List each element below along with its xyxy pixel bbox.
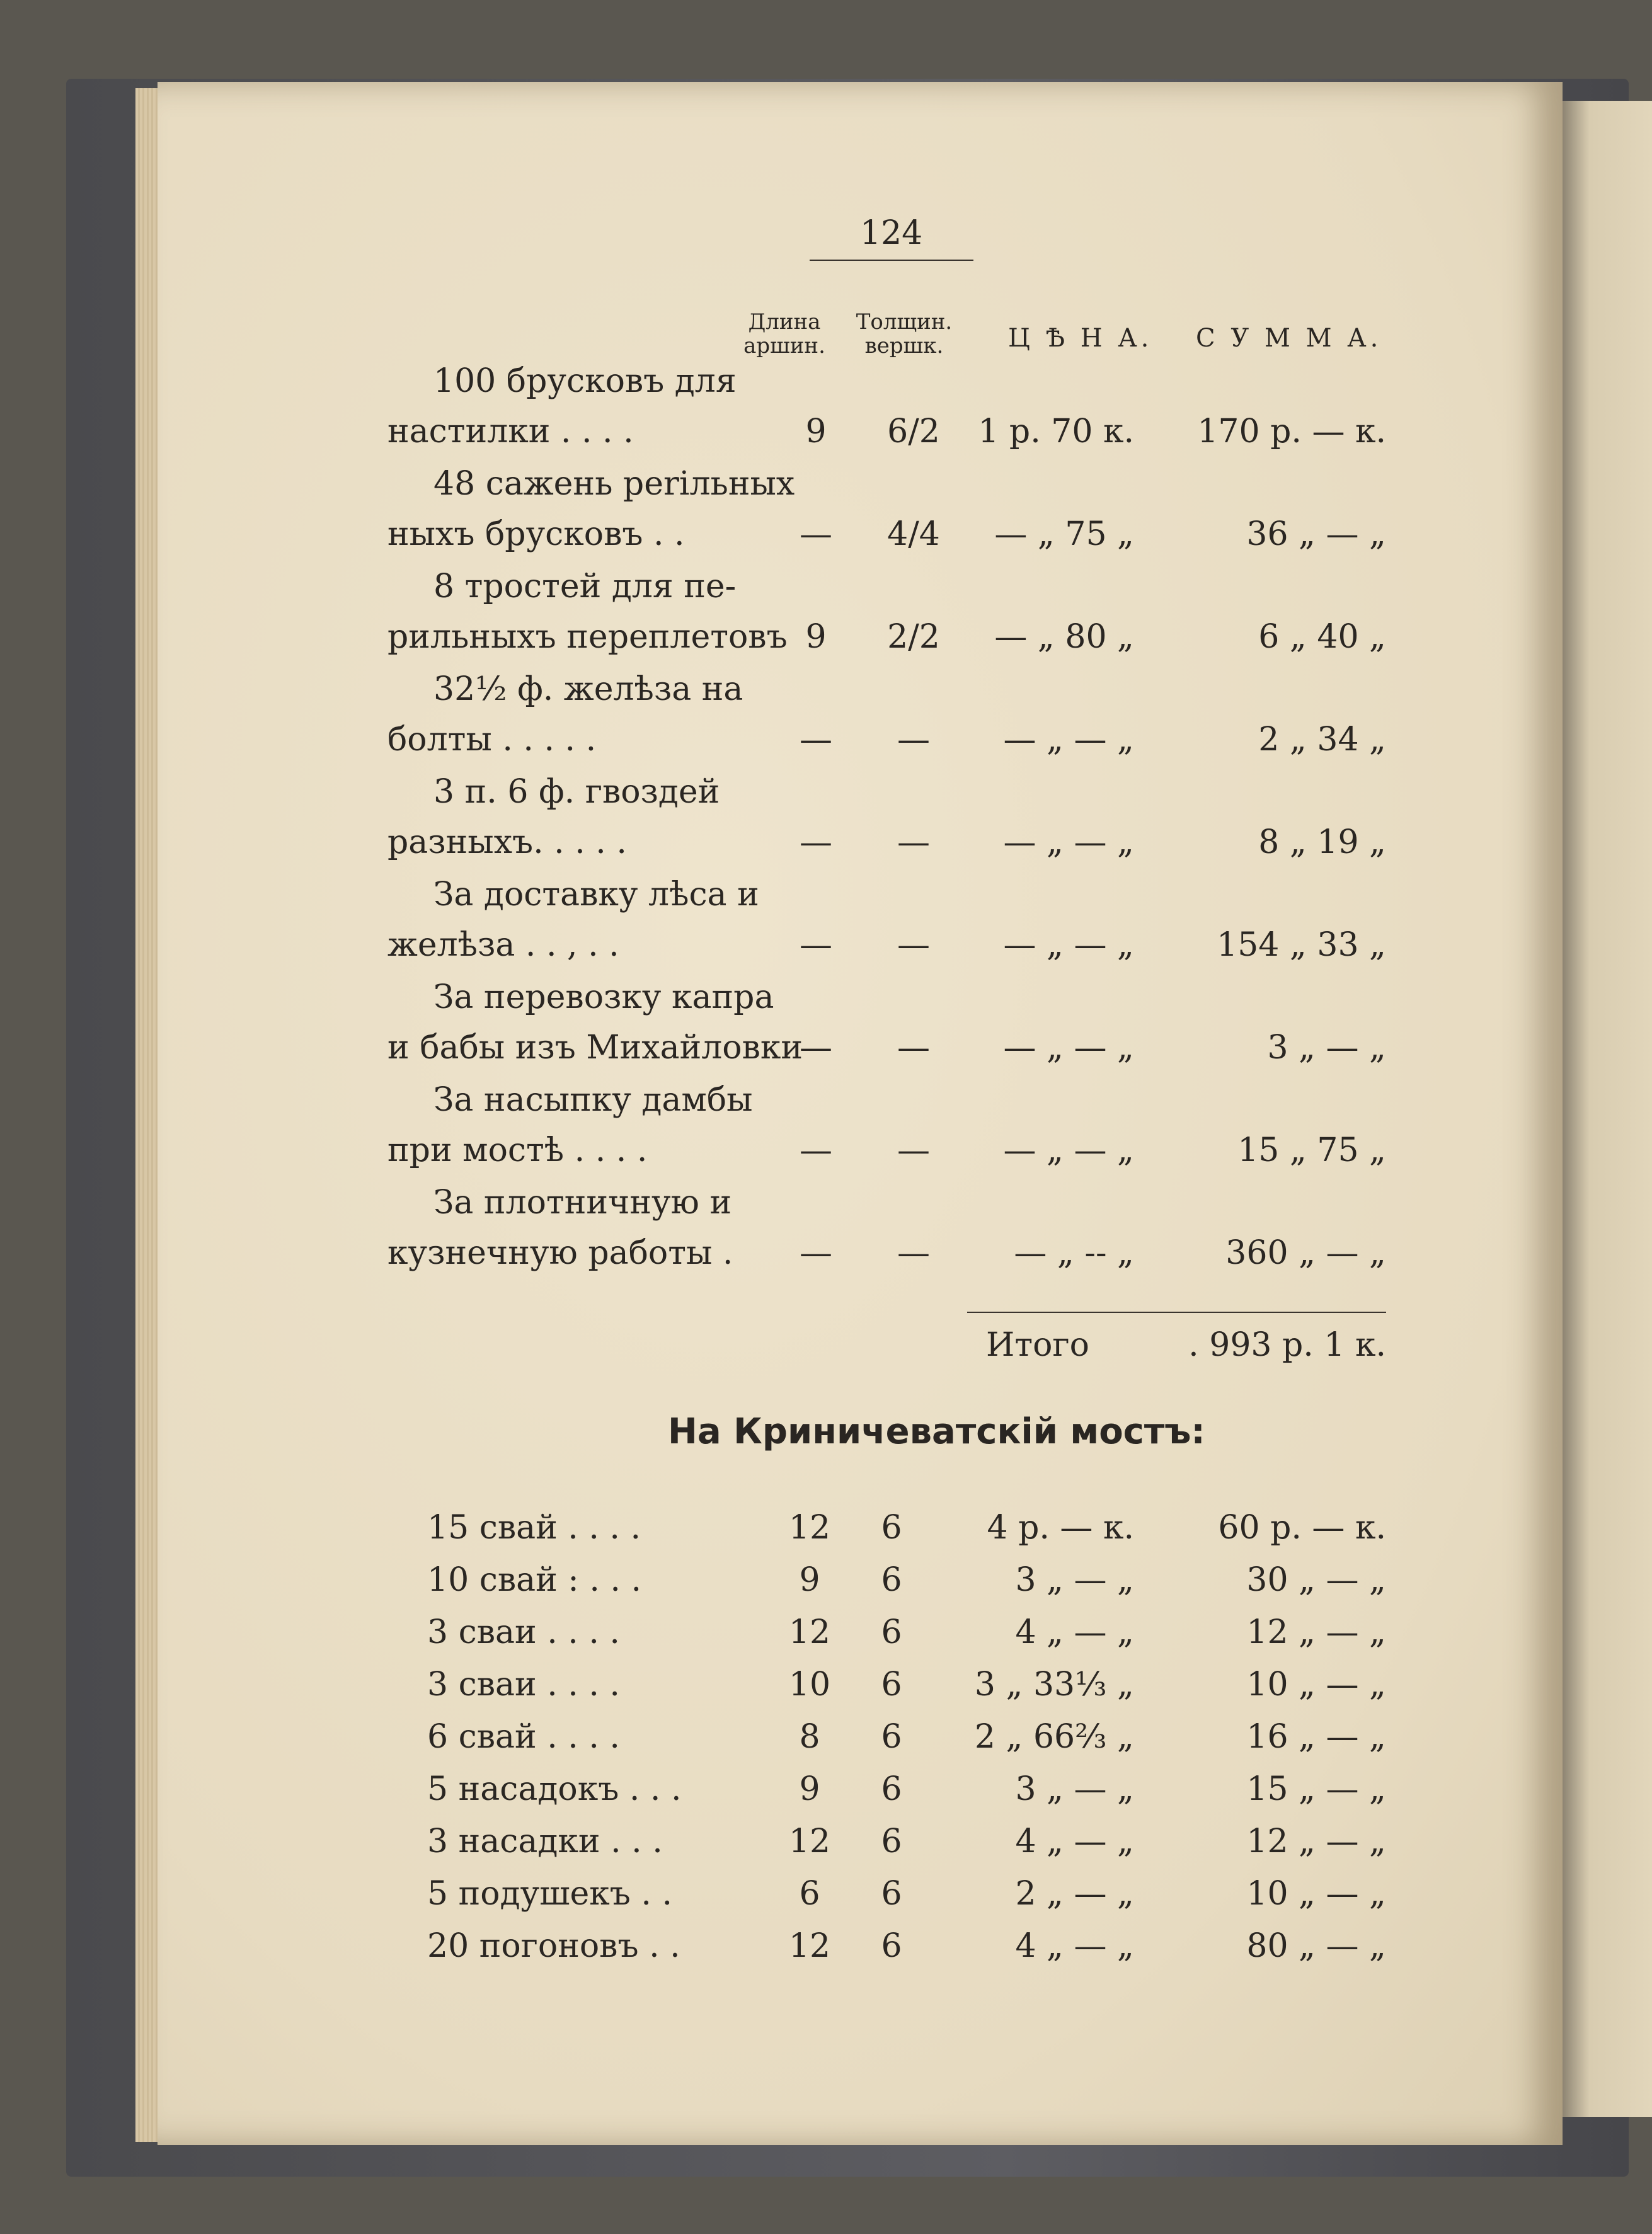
row-price: 4 „ — „ <box>1015 1823 1134 1860</box>
row-item-line2: разныхъ. . . . . <box>387 823 627 861</box>
row-thickness: 6/2 <box>887 413 940 450</box>
row-item-line1: За плотничную и <box>433 1184 732 1222</box>
total-value: . 993 р. 1 к. <box>1188 1326 1386 1364</box>
row-item-line2: кузнечную работы . <box>387 1234 733 1272</box>
row-item: 5 подушекъ . . <box>427 1875 673 1913</box>
row-length: — <box>800 823 832 861</box>
facing-page <box>1563 101 1652 2117</box>
row-length: 12 <box>788 1823 831 1860</box>
row-thickness: 2/2 <box>887 618 940 656</box>
row-thickness: 6 <box>881 1718 902 1756</box>
row-item-line2: и бабы изъ Михайловки <box>387 1029 803 1067</box>
row-sum: 12 „ — „ <box>1246 1823 1386 1860</box>
header-price: Ц Ѣ Н А. <box>1008 324 1153 353</box>
row-sum: 360 „ — „ <box>1225 1234 1386 1272</box>
row-length: 12 <box>788 1927 831 1965</box>
row-thickness: 6 <box>881 1927 902 1965</box>
row-price: 3 „ — „ <box>1015 1561 1134 1599</box>
row-price: — „ — „ <box>1003 823 1134 861</box>
row-sum: 2 „ 34 „ <box>1258 721 1386 759</box>
row-price: — „ 80 „ <box>994 618 1134 656</box>
row-length: 12 <box>788 1613 831 1651</box>
page-number: 124 <box>860 214 923 252</box>
row-sum: 154 „ 33 „ <box>1217 926 1386 964</box>
row-sum: 8 „ 19 „ <box>1258 823 1386 861</box>
row-price: 2 „ — „ <box>1015 1875 1134 1913</box>
row-item: 6 свай . . . . <box>427 1718 620 1756</box>
row-item-line1: 100 брусковъ для <box>433 362 737 400</box>
row-sum: 36 „ — „ <box>1246 515 1386 553</box>
row-sum: 3 „ — „ <box>1267 1029 1386 1067</box>
row-price: — „ — „ <box>1003 926 1134 964</box>
row-sum: 15 „ 75 „ <box>1237 1131 1386 1169</box>
row-item: 3 насадки . . . <box>427 1823 663 1860</box>
row-price: — „ — „ <box>1003 721 1134 759</box>
row-item: 10 свай : . . . <box>427 1561 641 1599</box>
row-item-line1: 32½ ф. желѣза на <box>433 670 743 708</box>
row-sum: 80 „ — „ <box>1246 1927 1386 1965</box>
row-length: 6 <box>799 1875 820 1913</box>
row-price: 4 „ — „ <box>1015 1613 1134 1651</box>
row-price: — „ — „ <box>1003 1029 1134 1067</box>
header-thickness: Толщин. вершк. <box>856 309 953 358</box>
row-thickness: 6 <box>881 1823 902 1860</box>
row-length: — <box>800 1131 832 1169</box>
row-sum: 10 „ — „ <box>1246 1875 1386 1913</box>
row-item-line2: желѣза . . , . . <box>387 926 619 964</box>
total-rule <box>967 1312 1386 1313</box>
row-item: 20 погоновъ . . <box>427 1927 680 1965</box>
row-item: 15 свай . . . . <box>427 1509 641 1547</box>
row-sum: 16 „ — „ <box>1246 1718 1386 1756</box>
row-price: 2 „ 66⅔ „ <box>974 1718 1134 1756</box>
row-item: 3 сваи . . . . <box>427 1613 620 1651</box>
row-sum: 170 р. — к. <box>1197 413 1386 450</box>
row-sum: 12 „ — „ <box>1246 1613 1386 1651</box>
row-item-line2: настилки . . . . <box>387 413 634 450</box>
row-thickness: 6 <box>881 1875 902 1913</box>
row-thickness: — <box>897 823 930 861</box>
row-price: 4 р. — к. <box>987 1509 1134 1547</box>
section-title: На Криничеватскій мостъ: <box>668 1411 1205 1452</box>
row-thickness: — <box>897 1131 930 1169</box>
row-item-line1: 8 тростей для пе- <box>433 568 737 605</box>
row-length: 9 <box>805 413 827 450</box>
row-thickness: — <box>897 1029 930 1067</box>
row-thickness: 4/4 <box>887 515 940 553</box>
row-item-line2: болты . . . . . <box>387 721 597 759</box>
header-length: Длина аршин. <box>743 309 825 358</box>
row-item-line1: 3 п. 6 ф. гвоздей <box>433 773 720 811</box>
row-length: — <box>800 926 832 964</box>
row-thickness: 6 <box>881 1561 902 1599</box>
row-item-line1: За насыпку дамбы <box>433 1081 753 1119</box>
row-sum: 15 „ — „ <box>1246 1770 1386 1808</box>
row-length: 12 <box>788 1509 831 1547</box>
row-length: — <box>800 1029 832 1067</box>
row-length: 8 <box>799 1718 820 1756</box>
row-length: 9 <box>805 618 827 656</box>
row-price: 3 „ — „ <box>1015 1770 1134 1808</box>
row-thickness: 6 <box>881 1613 902 1651</box>
row-price: — „ -- „ <box>1014 1234 1134 1272</box>
row-length: 9 <box>799 1770 820 1808</box>
row-sum: 6 „ 40 „ <box>1258 618 1386 656</box>
row-thickness: — <box>897 1234 930 1272</box>
row-sum: 30 „ — „ <box>1246 1561 1386 1599</box>
row-length: — <box>800 721 832 759</box>
row-item-line1: 48 сажень periльных <box>433 465 795 503</box>
row-length: — <box>800 515 832 553</box>
row-length: 9 <box>799 1561 820 1599</box>
row-thickness: — <box>897 721 930 759</box>
row-item-line2: рильныхъ переплетовъ <box>387 618 788 656</box>
row-length: — <box>800 1234 832 1272</box>
header-sum: С У М М А. <box>1196 324 1382 353</box>
row-sum: 10 „ — „ <box>1246 1666 1386 1704</box>
row-length: 10 <box>788 1666 831 1704</box>
row-item-line2: ныхъ брусковъ . . <box>387 515 685 553</box>
row-sum: 60 р. — к. <box>1218 1509 1386 1547</box>
row-price: — „ — „ <box>1003 1131 1134 1169</box>
row-item-line1: За доставку лѣса и <box>433 876 759 914</box>
page-number-rule <box>810 260 973 261</box>
row-price: 3 „ 33⅓ „ <box>974 1666 1134 1704</box>
row-item-line2: при мостѣ . . . . <box>387 1131 648 1169</box>
row-thickness: — <box>897 926 930 964</box>
row-price: 1 р. 70 к. <box>978 413 1134 450</box>
row-thickness: 6 <box>881 1509 902 1547</box>
row-thickness: 6 <box>881 1666 902 1704</box>
row-item-line1: За перевозку капра <box>433 978 774 1016</box>
row-price: — „ 75 „ <box>994 515 1134 553</box>
row-thickness: 6 <box>881 1770 902 1808</box>
row-item: 3 сваи . . . . <box>427 1666 620 1704</box>
total-label: Итого <box>986 1326 1089 1364</box>
row-price: 4 „ — „ <box>1015 1927 1134 1965</box>
row-item: 5 насадокъ . . . <box>427 1770 682 1808</box>
